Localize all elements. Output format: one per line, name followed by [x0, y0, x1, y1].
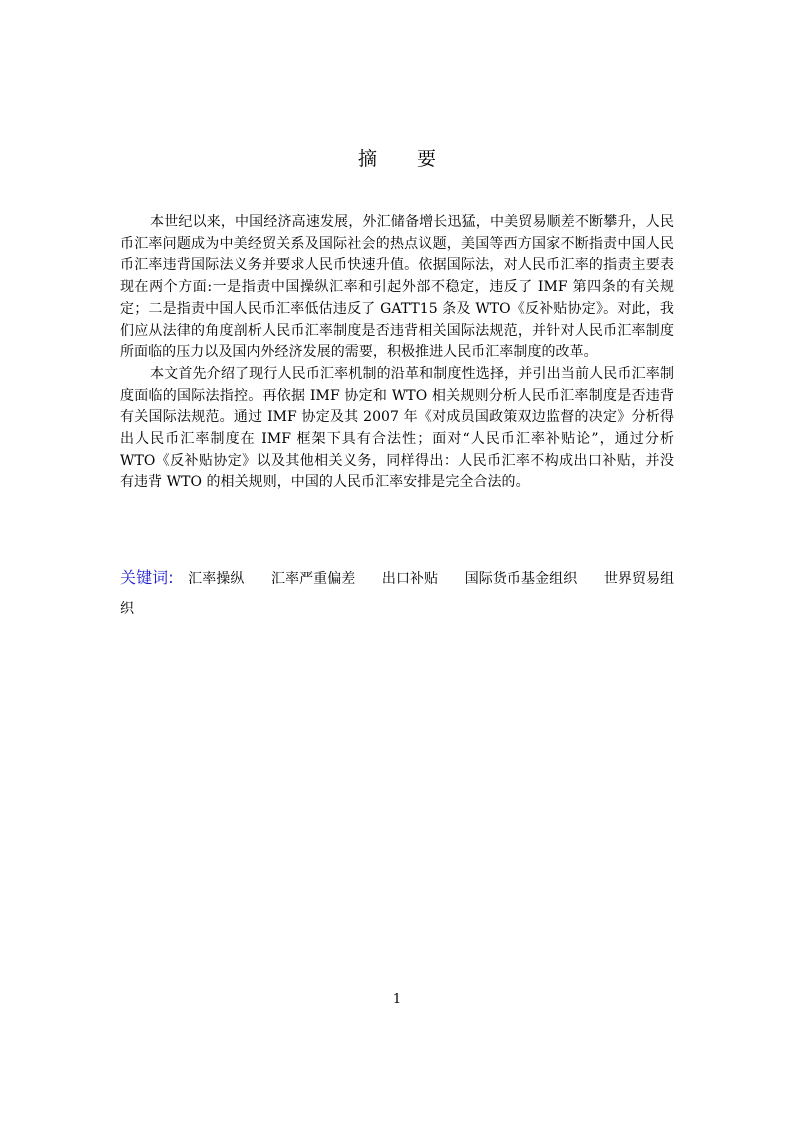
keyword-item: 汇率严重偏差: [270, 571, 356, 587]
keywords-label: 关键词:: [120, 568, 174, 587]
keywords-line: [120, 563, 674, 624]
page-number: 1: [392, 992, 402, 1007]
keyword-item: 出口补贴: [381, 571, 439, 587]
abstract-title: 摘 要: [357, 148, 454, 170]
keyword-item: 国际货币基金组织: [464, 571, 578, 587]
abstract-paragraph-2: 本文首先介绍了现行人民币汇率机制的沿革和制度性选择，并引出当前人民币汇率制度面临的国际法指控。再依据 IMF 协定和 WTO 相关规则分析人民币汇率制度是否违背有关国际法规范。通过 IMF 协定及其 2007 年《对成员国政策双边监督的决定》分析得出人民币汇率制度在 IMF 框架下具有合法性；面对“人民币汇率补贴论”，通过分析 WTO《反补贴协定》以及其他相关义务，同样得出：人民币汇率不构成出口补贴，并没有违背 WTO 的相关规则，中国的人民币汇率安排是完全合法的。: [120, 365, 674, 491]
abstract-body: [120, 212, 674, 494]
abstract-paragraph-1: 本世纪以来，中国经济高速发展，外汇储备增长迅猛，中美贸易顺差不断攀升，人民币汇率问题成为中美经贸关系及国际社会的热点议题，美国等西方国家不断指责中国人民币汇率违背国际法义务并要求人民币快速升值。依据国际法，对人民币汇率的指责主要表现在两个方面:一是指责中国操纵汇率和引起外部不稳定，违反了 IMF 第四条的有关规定；二是指责中国人民币汇率低估违反了 GATT15 条及 WTO《反补贴协定》。对此，我们应从法律的角度剖析人民币汇率制度是否违背相关国际法规范，并针对人民币汇率制度所面临的压力以及国内外经济发展的需要，积极推进人民币汇率制度的改革。: [120, 214, 674, 361]
keyword-item: 汇率操纵: [188, 571, 245, 587]
keyword-item: 世界贸易组织: [120, 571, 675, 617]
